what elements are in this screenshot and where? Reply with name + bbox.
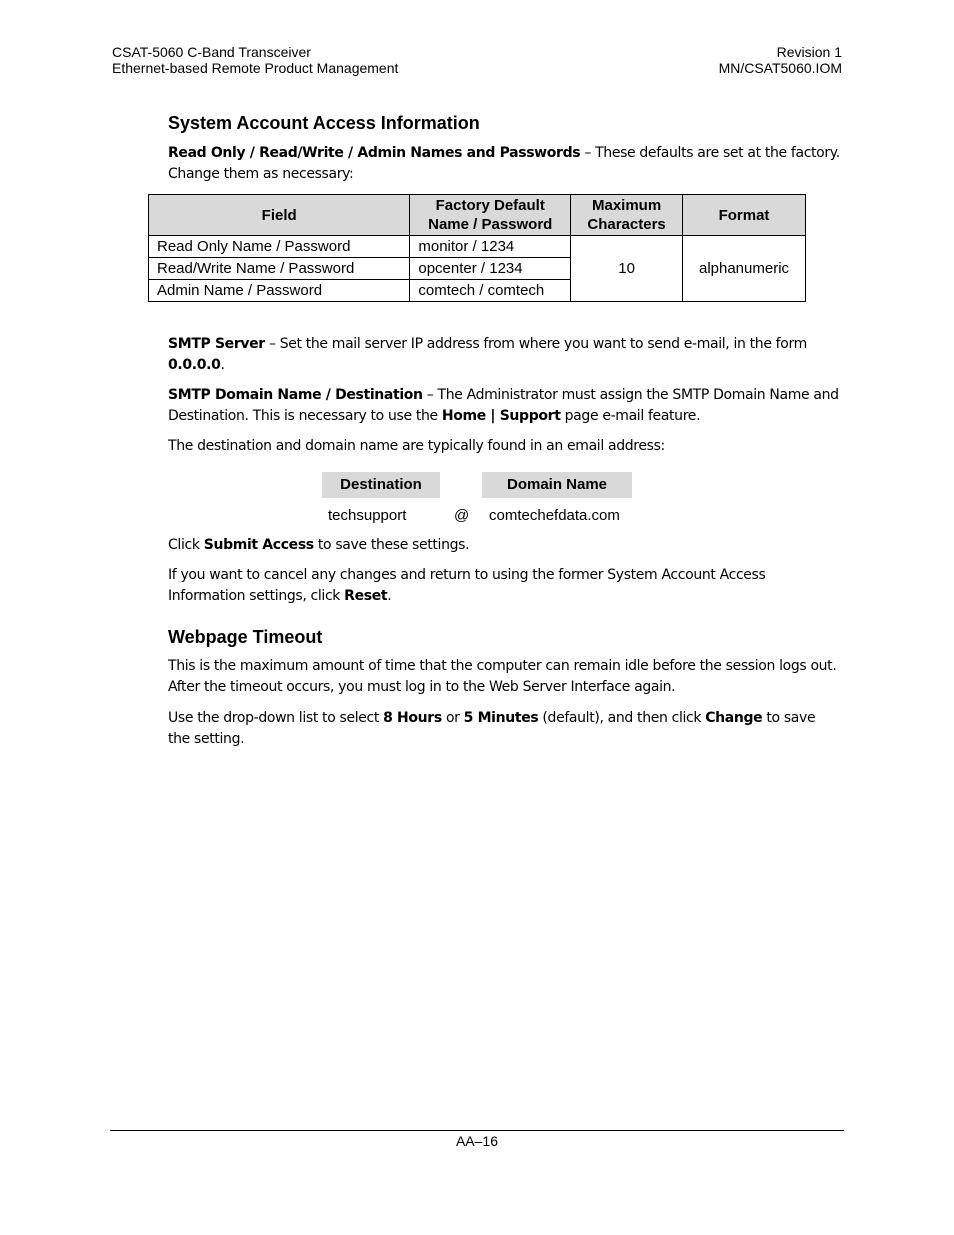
account-defaults-table: [148, 194, 806, 302]
header-product-title: CSAT-5060 C-Band Transceiver: [112, 44, 311, 60]
submit-pre: Click: [168, 537, 204, 553]
smtp-domain-text2: page e-mail feature.: [560, 408, 701, 424]
smtp-server-end: .: [220, 357, 225, 373]
table-cell-field: Admin Name / Password: [149, 280, 410, 302]
smtp-domain-text1: – The Administrator must assign the SMTP Domain Name and Destination. This is necessary to use the: [168, 387, 839, 424]
running-header-left: [112, 44, 398, 76]
at-sign: @: [454, 507, 470, 524]
smtp-server-paragraph: [168, 334, 840, 376]
column-header-factory-default: [410, 195, 571, 236]
smtp-domain-paragraph: [168, 385, 840, 427]
domain-name-header: Domain Name: [482, 472, 632, 498]
account-intro-text: – These defaults are set at the factory. Change them as necessary:: [168, 145, 840, 182]
table-header-row: [149, 195, 806, 236]
timeout-mid1: or: [441, 710, 464, 726]
submit-post: to save these settings.: [313, 537, 470, 553]
option-8-hours: 8 Hours: [383, 710, 442, 726]
column-header-factory-line2: Name / Password: [428, 216, 553, 233]
column-header-format: Format: [683, 195, 806, 236]
submit-access-paragraph: [168, 535, 840, 556]
timeout-description-paragraph: This is the maximum amount of time that the computer can remain idle before the session logs out. After the timeout occurs, you must log in to the Web Server Interface again.: [168, 658, 837, 695]
running-header-right: [719, 44, 842, 76]
table-cell-default: comtech / comtech: [410, 280, 571, 302]
table-cell-field: Read/Write Name / Password: [149, 258, 410, 280]
smtp-domain-label: SMTP Domain Name / Destination: [168, 387, 423, 403]
section-title-system-account: System Account Access Information: [168, 113, 480, 133]
smtp-server-label: SMTP Server: [168, 336, 265, 352]
email-address-example: [322, 472, 632, 542]
destination-value: techsupport: [328, 507, 407, 524]
home-support-reference: Home | Support: [441, 408, 561, 424]
table-cell-format: alphanumeric: [683, 236, 806, 302]
timeout-instruction-paragraph: [168, 708, 840, 750]
column-header-max-line1: Maximum: [591, 197, 662, 214]
reset-paragraph: [168, 565, 840, 607]
smtp-server-text: – Set the mail server IP address from where you want to send e-mail, in the form: [264, 336, 807, 352]
table-cell-default: opcenter / 1234: [410, 258, 571, 280]
timeout-post: to save the setting.: [168, 710, 816, 747]
table-cell-max-characters: 10: [571, 236, 683, 302]
page-number: AA–16: [455, 1133, 499, 1149]
table-cell-default: monitor / 1234: [410, 236, 571, 258]
column-header-max-line2: Characters: [587, 216, 666, 233]
account-intro-label: Read Only / Read/Write / Admin Names and Passwords: [168, 145, 581, 161]
reset-label: Reset: [344, 588, 388, 604]
domain-name-value: comtechefdata.com: [489, 507, 620, 524]
account-intro-paragraph: [168, 143, 840, 185]
column-header-maximum-characters: [571, 195, 683, 236]
header-document-number: MN/CSAT5060.IOM: [718, 60, 842, 76]
header-chapter-title: Ethernet-based Remote Product Management: [112, 60, 399, 76]
option-5-minutes: 5 Minutes: [463, 710, 539, 726]
destination-header: Destination: [322, 472, 440, 498]
email-intro-paragraph: The destination and domain name are typically found in an email address:: [168, 438, 665, 454]
column-header-field: Field: [149, 195, 410, 236]
change-button-reference: Change: [705, 710, 763, 726]
timeout-mid2: (default), and then click: [538, 710, 706, 726]
reset-post: .: [387, 588, 392, 604]
section-title-webpage-timeout: Webpage Timeout: [168, 627, 323, 647]
footer-divider: [110, 1130, 844, 1131]
submit-access-label: Submit Access: [203, 537, 314, 553]
smtp-server-example: 0.0.0.0: [168, 357, 221, 373]
reset-pre: If you want to cancel any changes and return to using the former System Account Access Information settings, click: [168, 567, 766, 604]
table-row: [149, 236, 806, 258]
column-header-factory-line1: Factory Default: [435, 197, 545, 214]
table-cell-field: Read Only Name / Password: [149, 236, 410, 258]
header-revision: Revision 1: [776, 44, 842, 60]
timeout-pre: Use the drop-down list to select: [168, 710, 384, 726]
